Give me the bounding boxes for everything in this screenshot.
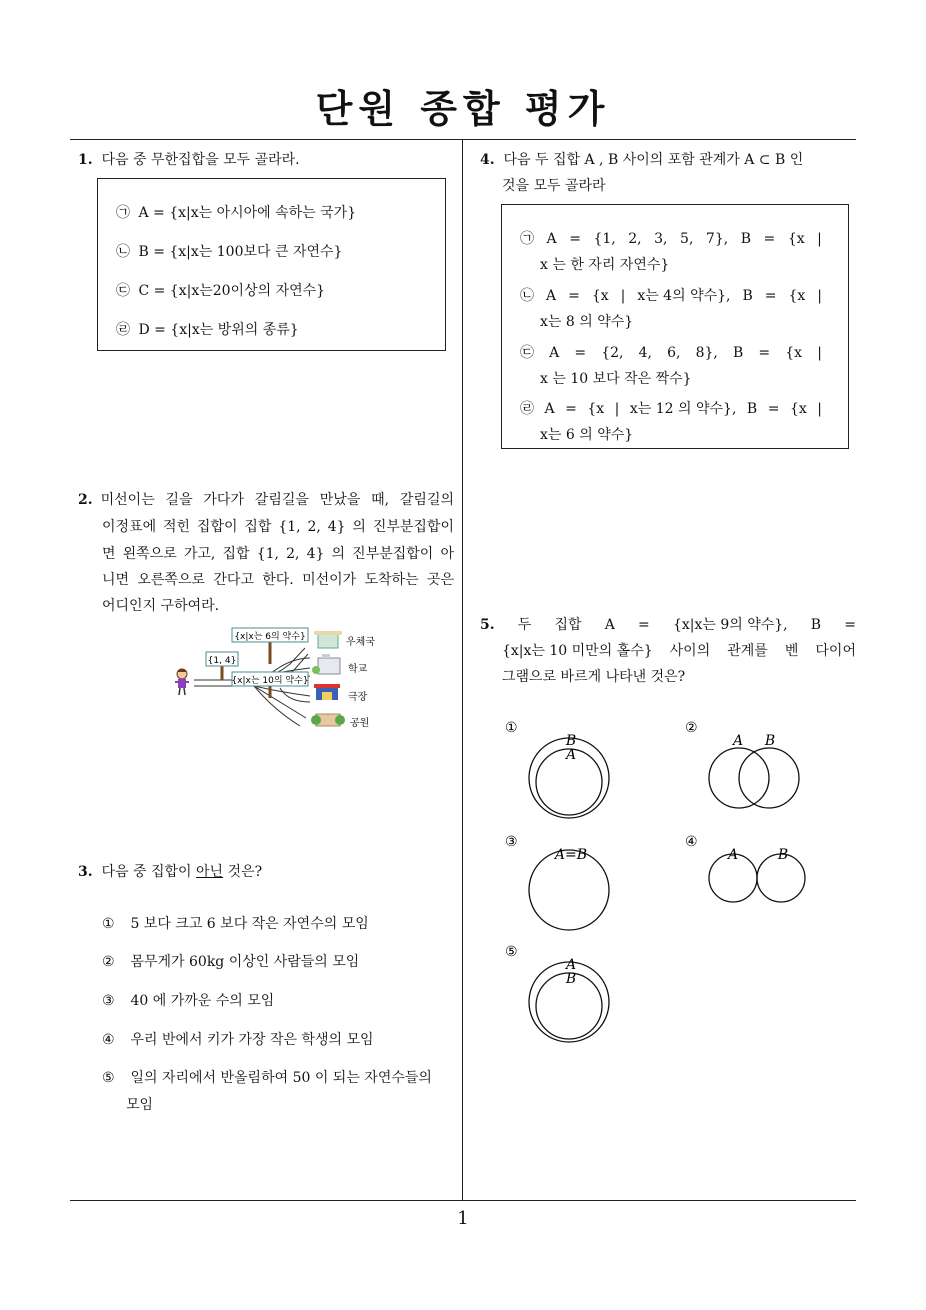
post-office-icon: [314, 631, 342, 648]
q5-venn-choices: [495, 710, 855, 1050]
q4-o2-t2: {x: [591, 288, 609, 304]
q4-o4-t3: |: [614, 401, 620, 417]
q4-o4-t8: |: [817, 401, 822, 417]
q2-number: 2.: [78, 492, 93, 508]
q4-o3-t7: =: [758, 345, 771, 361]
q5-choice-2-label-a: A: [732, 733, 744, 749]
q3-question: [78, 862, 262, 882]
q5-choice-2-mark: ②: [685, 720, 698, 736]
q1-option-2-text: B = {x|x는 100보다 큰 자연수}: [138, 244, 343, 260]
q5-l1-t4: {x|x는 9의 약수},: [672, 617, 788, 633]
q3-option-4-mark: ④: [102, 1032, 115, 1048]
q5-choice-4-label-a: A: [727, 847, 739, 863]
q4-o3-t1: =: [574, 345, 587, 361]
q5-line-3: 그램으로 바르게 나타낸 것은?: [502, 669, 686, 685]
q2-line-3: 면 왼쪽으로 가고, 집합 {1, 2, 4} 의 진부분집합이 아: [102, 546, 454, 562]
q4-o1-t1: =: [569, 231, 581, 247]
q4-o4-t1: =: [565, 401, 577, 417]
q3-option-2-mark: ②: [102, 954, 115, 970]
q3-text-underline: 아닌: [196, 864, 224, 880]
q5-number: 5.: [480, 617, 495, 633]
q5-choice-1-label-outer: B: [565, 733, 577, 749]
q4-option-1-cont: x 는 한 자리 자연수}: [540, 257, 670, 273]
q4-option-1: [520, 229, 822, 249]
q3-option-4: [102, 1030, 374, 1050]
girl-figure-icon: [175, 669, 189, 695]
theater-icon: [314, 684, 340, 700]
q2-text-1: 미선이는 길을 가다가 갈림길을 만났을 때, 갈림길의: [100, 492, 454, 508]
q5-l2-t2: 관계를: [727, 643, 768, 659]
q4-o3-t4: 6,: [667, 345, 681, 361]
q5-choice-5-mark: ⑤: [505, 944, 518, 960]
q3-option-1: [102, 914, 369, 934]
q5-l1-t2: A: [604, 617, 615, 633]
page-title: 단원 종합 평가: [315, 87, 611, 131]
q4-option-3: [520, 343, 822, 363]
q4-o1-t4: 3,: [654, 231, 668, 247]
q3-option-5-mark: ⑤: [102, 1070, 115, 1086]
q2-sign-1: {x|x는 6의 약수}: [234, 632, 306, 642]
bottom-rule: [70, 1200, 856, 1201]
q5-choice-1-label-inner: A: [565, 747, 577, 763]
q3-option-3-text: 40 에 가까운 수의 모임: [130, 993, 275, 1009]
q1-option-3: [116, 281, 325, 301]
q2-place-2: 학교: [348, 664, 368, 675]
q4-o3-t2: {2,: [601, 345, 624, 361]
q4-option-3-mark: ㉢: [520, 345, 534, 361]
q2-place-1: 우체국: [346, 637, 375, 648]
q3-number: 3.: [78, 864, 93, 880]
q4-option-2: [520, 286, 822, 306]
q5-choice-4-mark: ④: [685, 834, 698, 850]
q5-l2-t0: {x|x는 10 미만의 홀수}: [502, 643, 653, 659]
q1-option-4-text: D = {x|x는 방위의 종류}: [138, 322, 299, 338]
q5-choice-1-mark: ①: [505, 720, 518, 736]
q3-option-5-text: 일의 자리에서 반올림하여 50 이 되는 자연수들의: [130, 1070, 432, 1086]
park-icon: [311, 714, 345, 726]
q3-option-3: [102, 991, 274, 1011]
q4-o3-t3: 4,: [638, 345, 652, 361]
q5-l2-t3: 벤: [784, 643, 799, 659]
q4-o1-t6: 7},: [705, 231, 729, 247]
q4-option-4-mark: ㉣: [520, 401, 534, 417]
q5-l2-t1: 사이의: [669, 643, 711, 659]
q2-line-5: 어디인지 구하여라.: [102, 598, 220, 614]
q5-choice-4-label-b: B: [777, 847, 789, 863]
q4-o4-t7: {x: [789, 401, 807, 417]
q4-option-4-cont: x는 6 의 약수}: [540, 427, 634, 443]
q4-o1-t2: {1,: [593, 231, 616, 247]
q4-o4-t6: =: [767, 401, 780, 417]
q1-option-1: [116, 203, 356, 223]
q5-choice-2-label-b: B: [764, 733, 776, 749]
q4-o1-t9: {x: [787, 231, 805, 247]
q5-choice-5-label-inner: B: [565, 971, 577, 987]
q4-o1-t7: B: [740, 231, 752, 247]
school-icon: [312, 654, 340, 674]
q2-line-2: 이정표에 적힌 집합이 집합 {1, 2, 4} 의 진부분집합이: [102, 519, 454, 535]
q1-option-3-text: C = {x|x는20이상의 자연수}: [138, 283, 326, 299]
q4-o3-t9: |: [817, 345, 822, 361]
q4-o3-t5: 8},: [695, 345, 718, 361]
q4-o1-t5: 5,: [680, 231, 694, 247]
q4-o1-t8: =: [763, 231, 776, 247]
q4-option-1-mark: ㉠: [520, 231, 534, 247]
q5-choice-3-mark: ③: [505, 834, 518, 850]
page-number: 1: [457, 1208, 469, 1229]
q5-l1-t3: =: [638, 617, 650, 633]
q1-text: 다음 중 무한집합을 모두 골라라.: [101, 152, 300, 168]
q3-option-1-mark: ①: [102, 916, 115, 932]
q4-o4-t4: x는 12 의 약수},: [629, 401, 737, 417]
q4-o2-t7: {x: [788, 288, 806, 304]
q3-option-3-mark: ③: [102, 993, 115, 1009]
q1-option-4-mark: ㉣: [116, 322, 130, 338]
q5-l1-t0: 두: [517, 617, 532, 633]
q4-o2-t4: x는 4의 약수},: [637, 288, 731, 304]
q2-sign-3: {x|x는 10의 약수}: [231, 676, 309, 686]
q2-line-1: [78, 490, 454, 510]
q1-option-2-mark: ㉡: [116, 244, 130, 260]
q5-l1-t5: B: [810, 617, 822, 633]
q2-road-diagram: [170, 622, 400, 742]
q4-option-2-cont: x는 8 의 약수}: [540, 314, 634, 330]
q3-option-5: [102, 1068, 432, 1088]
q4-o3-t0: A: [549, 345, 560, 361]
q1-option-4: [116, 320, 299, 340]
q4-o3-t8: {x: [785, 345, 803, 361]
q3-option-5-cont: 모임: [126, 1097, 154, 1113]
q4-text-1: 다음 두 집합 A , B 사이의 포함 관계가 A ⊂ B 인: [503, 152, 804, 168]
q5-line-2: [502, 641, 856, 661]
q4-o2-t8: |: [817, 288, 822, 304]
q4-option-4: [520, 399, 822, 419]
q1-option-2: [116, 242, 342, 262]
q2-line-4: 니면 오른쪽으로 간다고 한다. 미선이가 도착하는 곳은: [102, 572, 454, 588]
q4-o4-t0: A: [544, 401, 555, 417]
q3-text-after: 것은?: [223, 864, 263, 880]
q3-option-1-text: 5 보다 크고 6 보다 작은 자연수의 모임: [130, 916, 369, 932]
q1-option-3-mark: ㉢: [116, 283, 130, 299]
q5-choice-3-label: A=B: [554, 847, 588, 863]
q4-text-2: 것을 모두 골라라: [502, 178, 606, 194]
q4-number: 4.: [480, 152, 495, 168]
q4-option-2-mark: ㉡: [520, 288, 534, 304]
q4-option-3-cont: x 는 10 보다 작은 짝수}: [540, 371, 692, 387]
q5-line-1: [480, 615, 856, 635]
q1-number: 1.: [78, 152, 93, 168]
q4-o1-t3: 2,: [628, 231, 642, 247]
q5-l1-t6: =: [844, 617, 856, 633]
q4-o2-t5: B: [742, 288, 753, 304]
q4-o1-t10: |: [817, 231, 822, 247]
q3-option-2: [102, 952, 359, 972]
q3-option-2-text: 몸무게가 60kg 이상인 사람들의 모임: [130, 954, 360, 970]
column-divider: [462, 139, 463, 1200]
q4-o2-t0: A: [545, 288, 557, 304]
q2-place-4: 공원: [350, 718, 370, 729]
q4-o2-t3: |: [620, 288, 626, 304]
q4-o4-t2: {x: [587, 401, 605, 417]
q1-question: [78, 150, 300, 170]
q2-place-3: 극장: [348, 692, 368, 703]
q4-o3-t6: B: [732, 345, 744, 361]
q1-option-1-mark: ㉠: [116, 205, 130, 221]
q4-question: [480, 150, 803, 170]
q2-sign-2: {1, 4}: [207, 656, 237, 666]
q5-choice-5-label-outer: A: [565, 957, 577, 973]
q1-option-1-text: A = {x|x는 아시아에 속하는 국가}: [138, 205, 357, 221]
q3-option-4-text: 우리 반에서 키가 가장 작은 학생의 모임: [130, 1032, 374, 1048]
q4-o2-t1: =: [568, 288, 580, 304]
q4-o2-t6: =: [764, 288, 777, 304]
q4-o4-t5: B: [746, 401, 758, 417]
q4-o1-t0: A: [546, 231, 557, 247]
top-rule: [70, 139, 856, 140]
q5-l2-t4: 다이어: [815, 643, 856, 659]
q3-text-before: 다음 중 집합이: [101, 864, 197, 880]
q5-l1-t1: 집합: [554, 617, 582, 633]
